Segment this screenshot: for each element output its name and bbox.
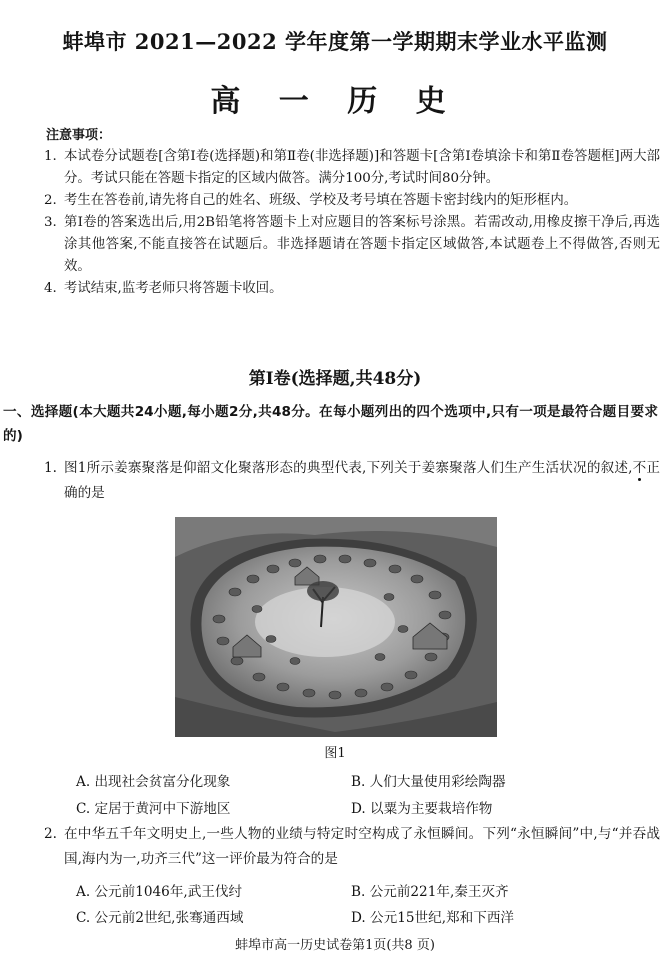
page-footer: 蚌埠市高一历史试卷第1页(共8 页) — [235, 938, 435, 953]
question-1 — [44, 456, 660, 506]
question-stem — [44, 456, 660, 506]
option-d[interactable]: D. 公元15世纪,郑和下西洋 — [351, 910, 515, 926]
option-a[interactable]: A. 出现社会贫富分化现象 — [76, 774, 231, 790]
notice-heading: 注意事项： — [46, 128, 112, 143]
subject-title: 高 一 历 史 — [210, 84, 460, 119]
option-b[interactable]: B. 人们大量使用彩绘陶器 — [351, 774, 506, 790]
notice-text: 考试结束,监考老师只将答题卡收回。 — [64, 281, 283, 296]
option-c[interactable]: C. 定居于黄河中下游地区 — [76, 801, 231, 817]
notice-item — [44, 278, 660, 300]
part-heading: 一、选择题(本大题共24小题,每小题2分,共48分。在每小题列出的四个选项中,只有一项是最符合题目要求的) — [3, 404, 658, 444]
notice-item — [44, 190, 660, 212]
question-number: 1. — [44, 460, 57, 476]
notice-number: 1. — [44, 149, 57, 164]
notice-text: 考生在答卷前,请先将自己的姓名、班级、学校及考号填在答题卡密封线内的矩形框内。 — [64, 193, 578, 208]
option-a[interactable]: A. 公元前1046年,武王伐纣 — [76, 884, 243, 900]
question-stem — [44, 822, 660, 872]
notice-text: 第Ⅰ卷的答案选出后,用2B铅笔将答题卡上对应题目的答案标号涂黑。若需改动,用橡皮擦干净后,再选涂其他答案,不能直接答在试题后。非选择题请在答题卡指定区域做答,本试题卷上不得做答,否则无效。 — [64, 215, 660, 274]
option-d[interactable]: D. 以粟为主要栽培作物 — [351, 801, 493, 817]
notice-text: 本试卷分试题卷[含第Ⅰ卷(选择题)和第Ⅱ卷(非选择题)]和答题卡[含第Ⅰ卷填涂卡和第Ⅱ卷答题框]两大部分。考试只能在答题卡指定的区域内做答。满分100分,考试时间80分钟。 — [64, 149, 660, 186]
notice-number: 4. — [44, 281, 57, 296]
notice-number: 3. — [44, 215, 57, 230]
stem-text-end: 正确的是 — [64, 460, 660, 501]
exam-title: 蚌埠市 2021—2022 学年度第一学期期末学业水平监测 — [62, 29, 608, 54]
section-title: 第Ⅰ卷(选择题,共48分) — [248, 369, 422, 389]
jiangzhai-settlement-illustration — [175, 517, 497, 737]
emphasis-dotted-word: 不 — [632, 460, 647, 476]
stem-text: 图1所示姜寨聚落是仰韶文化聚落形态的典型代表,下列关于姜寨聚落人们生产生活状况的叙述, — [64, 460, 633, 476]
question-number: 2. — [44, 826, 57, 842]
notice-number: 2. — [44, 193, 57, 208]
option-c[interactable]: C. 公元前2世纪,张骞通西域 — [76, 910, 244, 926]
question-2 — [44, 822, 660, 872]
notice-item — [44, 212, 660, 278]
stem-text: 在中华五千年文明史上,一些人物的业绩与特定时空构成了永恒瞬间。下列“永恒瞬间”中,与“并吞战国,海内为一,功齐三代”这一评价最为符合的是 — [64, 826, 660, 867]
option-b[interactable]: B. 公元前221年,秦王灭齐 — [351, 884, 509, 900]
figure-caption: 图1 — [324, 746, 346, 761]
notice-list — [44, 146, 660, 300]
notice-item — [44, 146, 660, 190]
